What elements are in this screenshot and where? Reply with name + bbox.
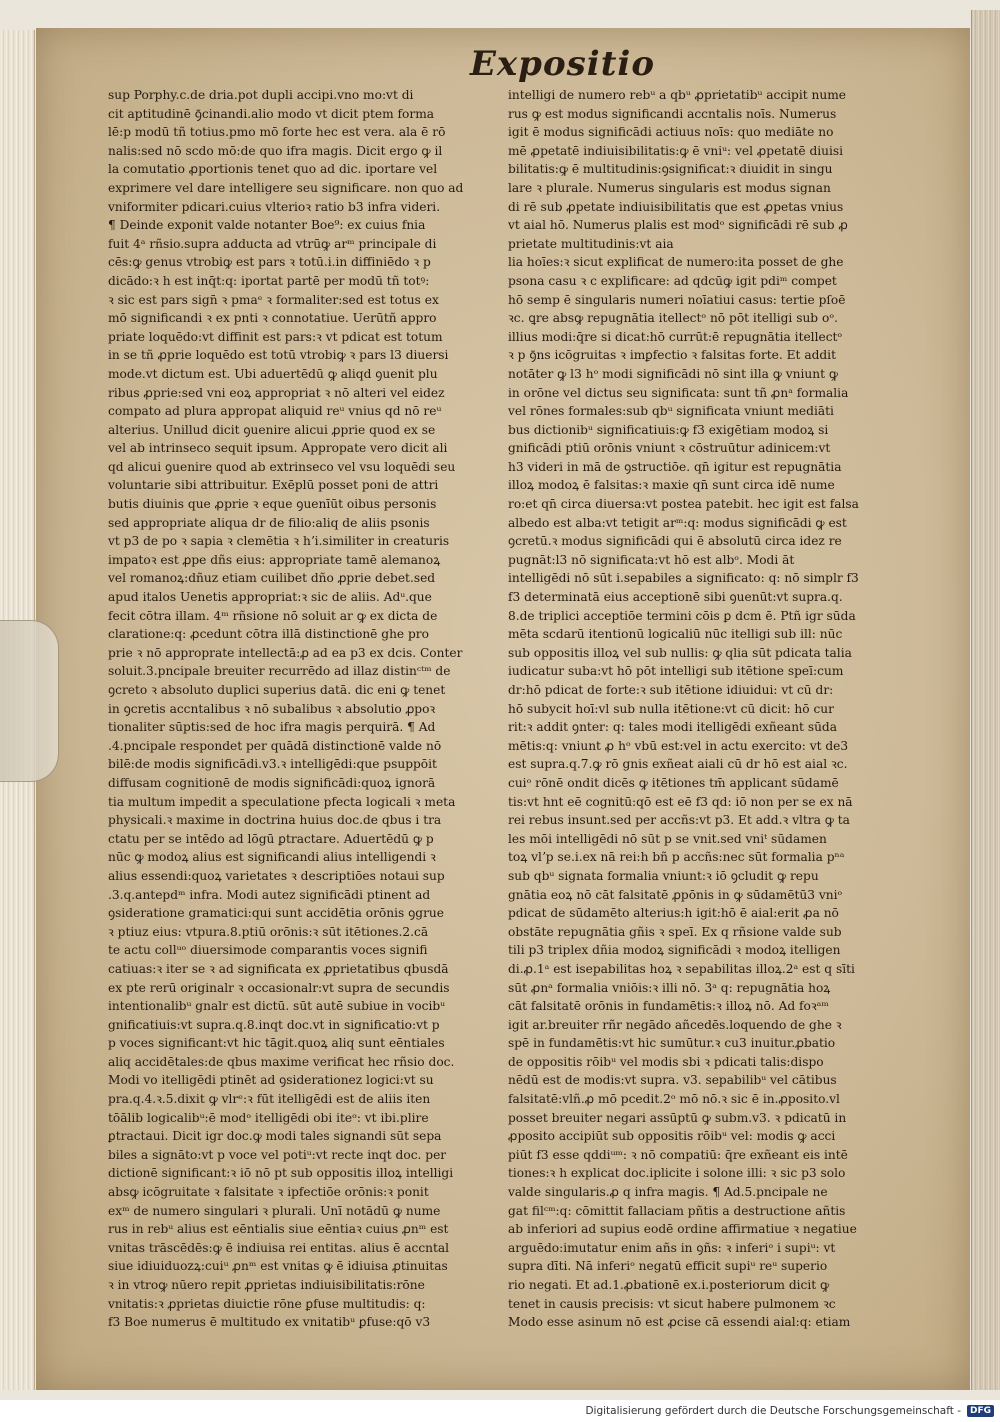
text-column-right xyxy=(508,86,878,1332)
text-line: hō subycit hoī:vl sub nulla itētione:vt cū dicit: hō cur xyxy=(508,701,834,716)
text-line: catiuas:ꝛ iter se ꝛ ad significata ex ꝓprietatibus qbusdā xyxy=(108,961,449,976)
text-line: Modo esse asinum nō est ꝓcise cā essendi aial:q: etiam xyxy=(508,1315,851,1330)
text-line: .4.pncipale respondet per quādā distinctionē valde nō xyxy=(108,738,442,753)
text-line: gnātia eoꝝ nō cāt falsitatē ꝓpōnis in ꝙ sūdamētū3 vniᵒ xyxy=(508,887,843,902)
text-line: f3 Boe numerus ē multitudo ex vnitatibᵘ ꝑfuse:qō v3 xyxy=(108,1315,431,1330)
text-line: aliq accidētales:de qbus maxime verificat hec rñsio doc. xyxy=(108,1054,455,1069)
text-line: spē in fundamētis:vt hic sumūtur.ꝛ cu3 inuitur.ꝓbatio xyxy=(508,1036,836,1051)
dfg-logo: DFG xyxy=(967,1405,994,1417)
text-line: ꝯsideratione gramatici:qui sunt accidētia orōnis ꝯgrue xyxy=(108,906,444,921)
text-line: biles a signāto:vt p voce vel potiᵘ:vt recte inqt doc. per xyxy=(108,1147,447,1162)
text-line: intelligi de numero rebᵘ a qbᵘ ꝓprietatibᵘ accipit nume xyxy=(508,88,847,102)
text-line: ꝓposito accipiūt sub oppositis rōibᵘ vel: modis ꝙ acci xyxy=(508,1129,836,1144)
text-line: hō semp ē singularis numeri noīatiui casus: tertie pſoē xyxy=(508,292,846,307)
text-line: prie ꝛ nō approprate intellectā:ꝓ ad ea p3 ex dcis. Conter xyxy=(108,645,463,660)
text-line: igit ar.breuiter rñr negādo añcedēs.loquendo de ghe ꝛ xyxy=(508,1017,842,1032)
text-line: absꝙ icōgruitate ꝛ falsitate ꝛ ipfectiōe orōnis:ꝛ ponit xyxy=(108,1185,429,1200)
text-line: gnificādi ptiū orōnis vniunt ꝛ cōstruūtur adinicem:vt xyxy=(508,441,831,456)
text-line: butis diuinis que ꝓprie ꝛ eque ꝯuenīūt oibus personis xyxy=(108,497,437,512)
text-line: te actu collᵘᵒ diuersimode comparantis voces signifi xyxy=(108,943,428,958)
text-line: tili p3 triplex dñia modoꝝ significādi ꝛ modoꝝ itelligen xyxy=(508,943,841,958)
text-line: siue idiuiduozꝝ:cuiᵘ ꝓnᵐ est vnitas ꝙ ē idiuisa ꝓtinuitas xyxy=(108,1259,448,1274)
digitization-footer xyxy=(0,1400,1000,1422)
text-line: in se tñ ꝓprie loquēdo est totū vtrobiꝙ ꝛ pars l3 diuersi xyxy=(108,348,449,363)
text-line: physicali.ꝛ maxime in doctrina huius doc.de qbus i tra xyxy=(108,813,442,828)
text-line: intelligēdi nō sūt i.sepabiles a significato: q: nō simplr f3 xyxy=(508,571,859,586)
text-line: cēs:ꝙ genus vtrobiꝙ est pars ꝛ totū.i.in diffiniēdo ꝛ p xyxy=(108,255,431,270)
text-line: ¶ Deinde exponit valde notanter Boe⁹: ex cuius fnia xyxy=(108,218,426,233)
text-line: vniformiter pdicari.cuius vlterioꝛ ratio b3 infra videri. xyxy=(108,199,441,214)
text-line: pugnāt:l3 nō significata:vt hō est albᵒ. Modi āt xyxy=(508,552,795,567)
text-line: tis:vt hnt eē cognitū:qō est eē f3 qd: iō non per se ex nā xyxy=(508,794,853,809)
text-line: fuit 4ᵃ rñsio.supra adducta ad vtrūꝙ arᵐ principale di xyxy=(108,236,437,251)
text-line: vel romanoꝝ:dñuz etiam cuilibet dño ꝓprie debet.sed xyxy=(108,571,436,586)
text-line: mē ꝓpetatē indiuisibilitatis:ꝙ ē vniᵘ: vel ꝓpetatē diuisi xyxy=(508,143,844,158)
text-line: .3.q.antepdᵐ infra. Modi autez significādi ptinent ad xyxy=(108,887,431,902)
text-line: alius essendi:quoꝝ varietates ꝛ descriptiōes notaui sup xyxy=(108,868,445,883)
text-line: tiones:ꝛ h explicat doc.iplicite i solone illi: ꝛ sic p3 solo xyxy=(508,1166,846,1181)
text-line: ꝑtractaui. Dicit igr doc.ꝙ modi tales signandi sūt sepa xyxy=(108,1129,442,1144)
text-line: ribus ꝓprie:sed vni eoꝝ appropriat ꝛ nō alteri vel eidez xyxy=(108,385,445,400)
text-line: arguēdo:imutatur enim añs in ꝯñs: ꝛ inferiᵒ i supiᵘ: vt xyxy=(508,1240,836,1255)
text-line: vnitatis:ꝛ ꝓprietas diuictie rōne ꝑfuse multitudis: q: xyxy=(108,1296,426,1311)
text-line: p voces significant:vt hic tāgit.quoꝝ aliq sunt eēntiales xyxy=(108,1036,445,1051)
text-column-left xyxy=(108,86,478,1332)
text-line: nūc ꝙ modoꝝ alius est significandi alius intelligendi ꝛ xyxy=(108,850,436,865)
text-line: valde singularis.ꝓ q infra magis. ¶ Ad.5.pncipale ne xyxy=(508,1185,828,1200)
text-line: exᵐ de numero singulari ꝛ plurali. Unī notādū ꝙ nume xyxy=(108,1203,441,1218)
text-line: sūt ꝓnᵃ formalia vniōis:ꝛ illi nō. 3ᵃ q: repugnātia hoꝝ xyxy=(508,980,831,995)
text-line: compato ad plura appropat aliquid reᵘ vnius qd nō reᵘ xyxy=(108,404,442,419)
text-line: vel ab intrinseco sequit ipsum. Appropate vero dicit ali xyxy=(108,441,448,456)
text-line: vt aial hō. Numerus plalis est modᵒ significādi rē sub ꝓ xyxy=(508,218,848,233)
text-line: impatoꝛ est ꝓpe dñs eius: appropriate tamē alemanoꝝ xyxy=(108,552,441,567)
text-line: supra dīti. Nā inferiᵒ negatū efficit supiᵘ reᵘ superio xyxy=(508,1259,828,1274)
text-line: di rē sub ꝓpetate indiuisibilitatis que est ꝓpetas vnius xyxy=(508,199,844,214)
text-line: sub oppositis illoꝝ vel sub nullis: ꝙ qlia sūt pdicata talia xyxy=(508,645,852,660)
text-line: piūt f3 esse qddiᵘᵐ: ꝛ nō compatiū: q̄re exñeant eis intē xyxy=(508,1147,848,1162)
text-line: iudicatur suba:vt hō pōt intelligi sub itētione speī:cum xyxy=(508,664,844,679)
text-line: in orōne vel dictus seu significata: sunt tñ ꝓnᵃ formalia xyxy=(508,385,849,400)
text-line: gat filᶜᵐ:q: cōmittit fallaciam pñtis a destructione añtis xyxy=(508,1203,846,1218)
text-line: la comutatio ꝓportionis tenet quo ad dic. iportare vel xyxy=(108,162,438,177)
text-line: voluntarie sibi attribuitur. Exēplū posset poni de attri xyxy=(108,478,439,493)
text-line: toꝝ vlʼp se.i.ex nā rei:h bñ p accñs:nec sūt formalia pⁿᵃ xyxy=(508,850,845,865)
text-line: prietate multitudinis:vt aia xyxy=(508,236,674,251)
text-line: intentionalibᵘ gnalr est dictū. sūt autē subiue in vocibᵘ xyxy=(108,999,446,1014)
text-line: tionaliter sūptis:sed de hoc ifra magis perquirā. ¶ Ad xyxy=(108,720,436,735)
text-line: apud italos Uenetis appropriat:ꝛ sic de aliis. Adᵘ.que xyxy=(108,590,432,605)
text-line: diffusam cognitionē de modis significādi:quoꝝ ignorā xyxy=(108,775,436,790)
footer-text: Digitalisierung gefördert durch die Deutsche Forschungsgemeinschaft - xyxy=(585,1405,961,1417)
text-line: illoꝝ modoꝝ ē falsitas:ꝛ maxie qn̄ sunt circa idē nume xyxy=(508,478,835,493)
text-line: bilitatis:ꝙ ē multitudinis:ꝯsignificat:ꝛ diuidit in singu xyxy=(508,162,833,177)
text-line: fecit cōtra illam. 4ᵐ rñsione nō soluit ar ꝙ ex dicta de xyxy=(108,608,438,623)
text-line: obstāte repugnātia gñis ꝛ speī. Ex q rñsione valde sub xyxy=(508,924,842,939)
text-line: cuiᵒ rōnē ondit dicēs ꝙ itētiones tm̄ applicant sūdamē xyxy=(508,775,839,790)
text-line: sed appropriate aliqua dr de filio:aliq de aliis psonis xyxy=(108,515,430,530)
text-line: h3 videri in mā de ꝯstructiōe. qn̄ igitur est repugnātia xyxy=(508,459,842,474)
text-line: lē:p modū tñ totius.pmo mō forte hec est vera. ala ē rō xyxy=(108,125,446,140)
text-line: claratione:q: ꝓcedunt cōtra illā distinctionē ghe pro xyxy=(108,627,429,642)
text-line: est supra.q.7.ꝙ rō gnis exñeat aiali cū dr hō est aial ꝛc. xyxy=(508,757,848,772)
text-line: in ꝯcretis accntalibus ꝛ nō subalibus ꝛ absolutio ꝓpoꝛ xyxy=(108,701,436,716)
text-line: falsitatē:vlñ.ꝓ mō pcedit.2ᵒ mō nō.ꝛ sic ē in.ꝓposito.vl xyxy=(508,1092,840,1107)
text-line: tia multum impedit a speculatione pfecta logicali ꝛ meta xyxy=(108,794,456,809)
text-line: gnificatiuis:vt supra.q.8.inqt doc.vt in significatio:vt p xyxy=(108,1017,440,1032)
text-line: pdicat de sūdamēto alterius:h igit:hō ē aial:erit ꝓa nō xyxy=(508,906,839,921)
page-header: Expositio xyxy=(470,44,655,84)
text-line: nalis:sed nō scdo mō:de quo ifra magis. Dicit ergo ꝙ il xyxy=(108,143,443,158)
text-line: ꝛ sic est pars sign̄ ꝛ pmaᵉ ꝛ formaliter:sed est totus ex xyxy=(108,292,439,307)
text-line: albedo est alba:vt tetigit arᵐ:q: modus significādi ꝙ est xyxy=(508,515,847,530)
text-line: rei rebus insunt.sed per accñs:vt p3. Et add.ꝛ vltra ꝙ ta xyxy=(508,813,850,828)
text-line: sup Porphy.c.de dria.pot dupli accipi.vno mo:vt di xyxy=(108,88,414,102)
text-line: tenet in causis precisis: vt sicut habere pulmonem ꝛc xyxy=(508,1296,836,1311)
text-line: mō significandi ꝛ ex pnti ꝛ connotatiue. Uerūtñ appro xyxy=(108,311,437,326)
text-line: bus dictionibᵘ significatiuis:ꝙ f3 exigētiam modoꝝ si xyxy=(508,422,829,437)
text-line: mētis:q: vniunt ꝓ hᵒ vbū est:vel in actu exercito: vt de3 xyxy=(508,738,849,753)
text-line: psona casu ꝛ c explificare: ad qdcūꝙ igit pdiᵐ compet xyxy=(508,273,837,288)
text-line: vel rōnes formales:sub qbᵘ significata vniunt mediāti xyxy=(508,404,834,419)
text-line: pra.q.4.ꝛ.5.dixit ꝙ vlrᵉ:ꝛ fūt itelligēdi est de aliis iten xyxy=(108,1092,431,1107)
text-line: Modi vo itelligēdi ptinēt ad ꝯsiderationez logici:vt su xyxy=(108,1073,434,1088)
text-line: vnitas trāscēdēs:ꝙ ē indiuisa rei entitas. alius ē accntal xyxy=(108,1240,450,1255)
text-line: de oppositis rōibᵘ vel modis sbi ꝛ pdicati talis:dispo xyxy=(508,1054,824,1069)
text-line: ꝯcreto ꝛ absoluto duplici superius datā. dic eni ꝙ tenet xyxy=(108,683,446,697)
text-line: ꝛ p ꝯ̄ns icōgruitas ꝛ imꝑfectio ꝛ falsitas forte. Et addit xyxy=(508,348,836,363)
text-line: ex pte rerū originalr ꝛ occasionalr:vt supra de secundis xyxy=(108,980,450,995)
text-line: ꝛ ptiuz eius: vtpura.8.ptiū orōnis:ꝛ sūt itētiones.2.cā xyxy=(108,924,429,939)
text-line: ꝛc. ꝗre absꝙ repugnātia itellectᵒ nō pōt itelligi sub oᵒ. xyxy=(508,311,838,326)
text-line: rio negati. Et ad.1.ꝓbationē ex.i.posteriorum dicit ꝙ xyxy=(508,1278,830,1292)
text-line: posset breuiter negari assūptū ꝙ subm.v3. ꝛ pdicatū in xyxy=(508,1110,847,1125)
text-line: 8.de triplici acceptiōe termini cōis ꝑ dcm ē. Ptñ igr sūda xyxy=(508,608,856,623)
text-line: mode.vt dictum est. Ubi aduertēdū ꝙ aliqd ꝯuenit plu xyxy=(108,366,438,381)
page-clip xyxy=(0,620,59,782)
text-line: cāt falsitatē orōnis in fundamētis:ꝛ illoꝝ nō. Ad foꝛᵃᵐ xyxy=(508,999,829,1014)
book-edge-right xyxy=(971,10,1000,1390)
text-line: bilē:de modis significādi.v3.ꝛ intelligēdi:que psuppōit xyxy=(108,757,437,772)
text-line: alterius. Unillud dicit ꝯuenire alicui ꝓprie quod ex se xyxy=(108,422,436,437)
text-line: rus ꝙ est modus significandi accntalis noīs. Numerus xyxy=(508,106,837,121)
text-line: qd alicui ꝯuenire quod ab extrinseco vel vsu loquēdi seu xyxy=(108,459,456,474)
text-line: lia hoīes:ꝛ sicut explificat de numero:ita posset de ghe xyxy=(508,255,844,270)
text-line: notāter ꝙ l3 hᵒ modi significādi nō sint illa ꝙ vniunt ꝙ xyxy=(508,366,839,381)
text-line: cit aptitudinē ꝯ̄cinandi.alio modo vt dicit ptem forma xyxy=(108,106,435,121)
text-line: ro:et qn̄ circa diuersa:vt postea patebit. hec igit est falsa xyxy=(508,497,859,512)
text-line: soluit.3.pncipale breuiter recurrēdo ad illaz distinᶜᵗᵐ de xyxy=(108,664,451,679)
text-line: dicādo:ꝛ h est inq̄t:q: iportat partē per modū tñ totꝰ: xyxy=(108,273,430,288)
text-line: sub qbᵘ signata formalia vniunt:ꝛ iō ꝯcludit ꝙ repu xyxy=(508,868,819,883)
text-line: mēta scdarū itentionū logicaliū nūc itelligi sub ill: nūc xyxy=(508,627,843,642)
text-line: lare ꝛ plurale. Numerus singularis est modus signan xyxy=(508,180,831,195)
text-line: vt p3 de po ꝛ sapia ꝛ clemētia ꝛ hʼi.similiter in creaturis xyxy=(108,534,450,549)
text-line: nēdū est de modis:vt supra. v3. sepabilibᵘ vel cātibus xyxy=(508,1073,837,1088)
text-line: rit:ꝛ addit ꝯnter: q: tales modi itelligēdi exñeant sūda xyxy=(508,720,837,735)
text-line: di.ꝓ.1ᵃ est isepabilitas hoꝝ ꝛ sepabilitas illoꝝ.2ᵃ est q sīti xyxy=(508,961,855,976)
text-line: illius modi:q̄re si dicat:hō currūt:ē repugnātia itellectᵒ xyxy=(508,329,843,344)
text-line: ctatu per se intēdo ad lōgū ꝑtractare. Aduertēdū ꝙ p xyxy=(108,831,434,846)
text-line: exprimere vel dare intelligere seu significare. non quo ad xyxy=(108,180,464,195)
text-line: ꝯcretū.ꝛ modus significādi qui ē absolutū circa idez re xyxy=(508,534,842,549)
text-line: igit ē modus significādi actiuus noīs: quo mediāte no xyxy=(508,125,834,140)
text-line: ab inferiori ad supius eodē ordine affirmatiue ꝛ negatiue xyxy=(508,1222,857,1237)
text-line: ꝛ in vtroꝙ nūero repit ꝓprietas indiuisibilitatis:rōne xyxy=(108,1278,425,1292)
text-line: priate loquēdo:vt diffinit est pars:ꝛ vt pdicat est totum xyxy=(108,329,443,344)
text-line: dictionē significant:ꝛ iō nō pt sub oppositis illoꝝ intelligi xyxy=(108,1166,454,1181)
text-line: les mōi intelligēdi nō sūt p se vnit.sed vniᵗ sūdamen xyxy=(508,831,827,846)
text-line: rus in rebᵘ alius est eēntialis siue eēntiaꝛ cuius ꝓnᵐ est xyxy=(108,1222,449,1237)
text-line: dr:hō pdicat de forte:ꝛ sub itētione idiuidui: vt cū dr: xyxy=(508,683,834,697)
text-line: tōālib logicalibᵘ:ē modᵒ itelligēdi obi iteᵒ: vt ibi.plire xyxy=(108,1110,429,1125)
text-line: f3 determinatā eius acceptionē sibi ꝯuenūt:vt supra.q. xyxy=(508,590,843,605)
